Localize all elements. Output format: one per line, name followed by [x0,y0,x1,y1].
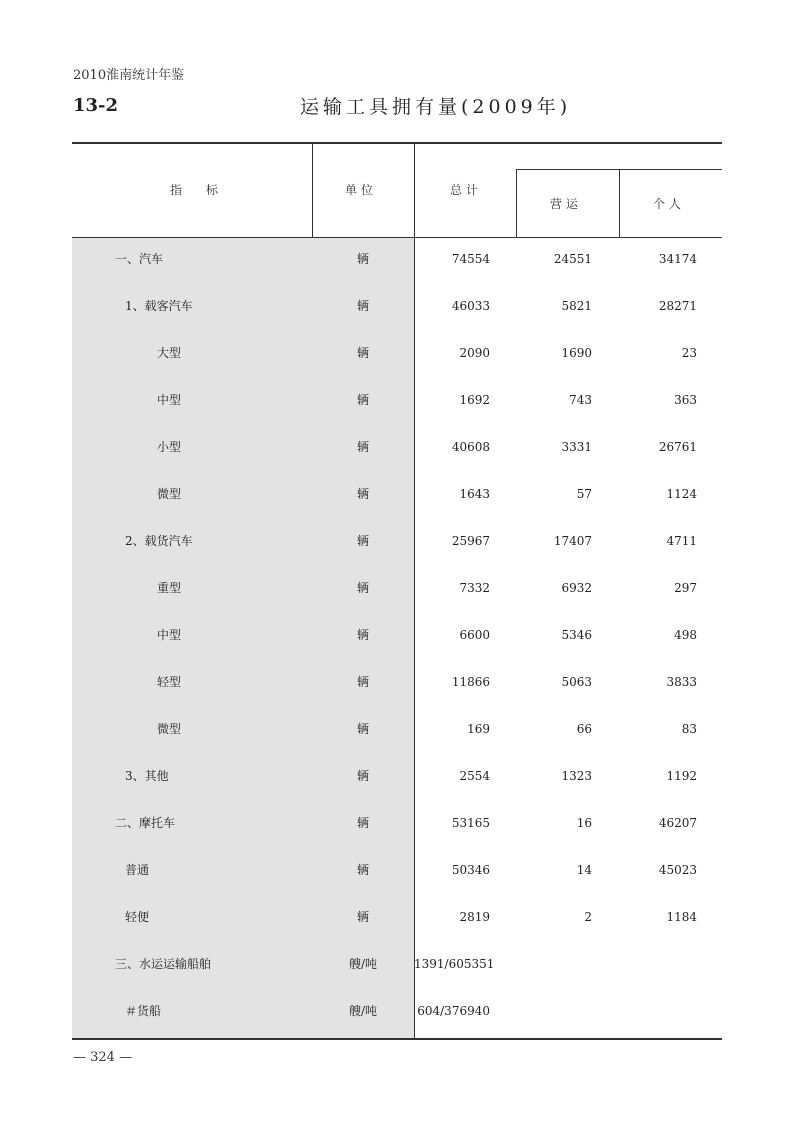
header-divider [516,169,517,238]
row-operating: 57 [576,487,592,501]
row-unit: 辆 [356,252,369,266]
row-indicator: ＃货船 [125,1004,162,1018]
table-row [72,330,722,377]
row-indicator: 大型 [157,346,182,360]
row-unit: 艘/吨 [348,957,378,971]
header-total: 总 计 [450,183,478,197]
row-indicator: 重型 [157,581,182,595]
row-indicator: 轻型 [157,675,182,689]
row-total: 1643 [459,487,490,501]
row-operating: 2 [584,910,592,924]
row-total: 25967 [451,534,490,548]
table-row [72,847,722,894]
row-total: 40608 [451,440,490,454]
row-total: 2090 [459,346,490,360]
yearbook-name: 2010淮南统计年鉴 [73,68,185,83]
row-indicator: 2、载货汽车 [125,534,193,548]
row-unit: 辆 [356,910,369,924]
row-unit: 辆 [356,487,369,501]
row-total: 604/376940 [417,1004,490,1018]
row-operating: 1323 [561,769,592,783]
table-top-rule [72,142,722,144]
row-individual: 46207 [658,816,697,830]
row-operating [516,988,592,1035]
row-total: 50346 [451,863,490,877]
row-individual: 498 [674,628,697,642]
row-unit: 辆 [356,581,369,595]
row-operating: 5821 [561,299,592,313]
table-row [72,565,722,612]
header-indicator: 指 标 [170,183,219,197]
row-indicator: 轻便 [125,910,150,924]
row-operating: 3331 [561,440,592,454]
row-unit: 辆 [356,346,369,360]
row-individual: 45023 [658,863,697,877]
table-row [72,894,722,941]
row-indicator: 中型 [157,628,182,642]
row-total: 11866 [451,675,490,689]
row-operating: 5063 [561,675,592,689]
row-unit: 辆 [356,863,369,877]
row-unit: 辆 [356,628,369,642]
table-row [72,612,722,659]
table-row [72,988,722,1035]
row-individual [621,941,697,988]
row-operating: 1690 [561,346,592,360]
row-individual: 26761 [658,440,697,454]
row-indicator: 中型 [157,393,182,407]
row-indicator: 普通 [125,863,150,877]
row-total: 7332 [459,581,490,595]
row-individual: 363 [674,393,697,407]
row-indicator: 3、其他 [125,769,169,783]
row-unit: 辆 [356,722,369,736]
row-operating: 24551 [553,252,592,266]
table-row [72,753,722,800]
row-indicator: 二、摩托车 [115,816,176,830]
row-indicator: 微型 [157,722,182,736]
row-individual: 83 [681,722,697,736]
row-total: 46033 [451,299,490,313]
row-unit: 辆 [356,675,369,689]
row-indicator: 三、水运运输船舶 [115,957,212,971]
row-indicator: 微型 [157,487,182,501]
row-operating: 743 [569,393,592,407]
header-unit: 单 位 [345,183,373,197]
table-row [72,471,722,518]
row-operating: 17407 [553,534,592,548]
table-row [72,424,722,471]
row-operating: 5346 [561,628,592,642]
row-individual [621,988,697,1035]
row-operating: 66 [576,722,592,736]
table-row [72,941,722,988]
table-row [72,236,722,283]
header-individual: 个 人 [653,197,681,211]
table-row [72,377,722,424]
row-individual: 297 [674,581,697,595]
row-individual: 23 [681,346,697,360]
header-operating: 营 运 [550,197,578,211]
row-total: 74554 [451,252,490,266]
row-unit: 辆 [356,393,369,407]
row-unit: 辆 [356,816,369,830]
row-individual: 1124 [666,487,697,501]
row-unit: 辆 [356,440,369,454]
table-title: 运输工具拥有量(2009年) [300,96,572,118]
row-individual: 1192 [666,769,697,783]
table-row [72,518,722,565]
header-divider [312,142,313,238]
row-individual: 28271 [658,299,697,313]
table-row [72,706,722,753]
row-operating: 6932 [561,581,592,595]
row-individual: 34174 [658,252,697,266]
row-total: 169 [467,722,490,736]
row-unit: 辆 [356,299,369,313]
row-indicator: 一、汽车 [115,252,164,266]
table-row [72,659,722,706]
row-operating: 14 [576,863,592,877]
row-total: 6600 [459,628,490,642]
row-indicator: 1、载客汽车 [125,299,193,313]
row-unit: 辆 [356,769,369,783]
data-table [72,142,722,1039]
row-total: 2819 [459,910,490,924]
table-row [72,800,722,847]
row-operating [516,941,592,988]
row-indicator: 小型 [157,440,182,454]
row-individual: 1184 [666,910,697,924]
row-total: 1391/605351 [414,957,495,971]
page-number: — 324 — [73,1050,133,1065]
row-total: 1692 [459,393,490,407]
table-row [72,283,722,330]
row-operating: 16 [576,816,592,830]
row-unit: 艘/吨 [348,1004,378,1018]
row-total: 2554 [459,769,490,783]
header-divider [619,169,620,238]
row-total: 53165 [451,816,490,830]
table-number: 13-2 [73,95,119,116]
row-individual: 3833 [666,675,697,689]
table-bottom-rule [72,1038,722,1040]
row-individual: 4711 [666,534,697,548]
row-unit: 辆 [356,534,369,548]
header-divider [414,142,415,238]
